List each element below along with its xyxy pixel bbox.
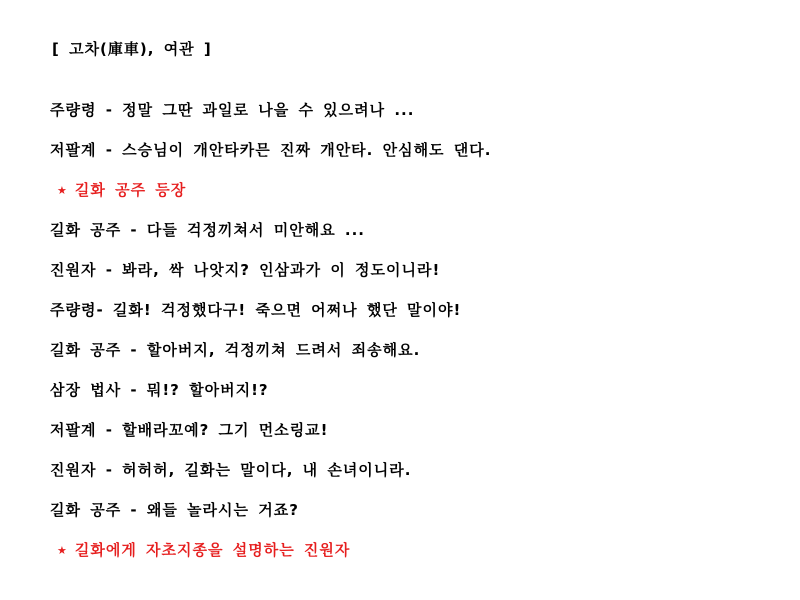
dialogue-line-jooryangryeong-2: 주량령- 길화! 걱정했다구! 죽으면 어쩌나 했단 말이야! [50,301,462,319]
dialogue-line-gilhwa-1: 길화 공주 - 다들 걱정끼쳐서 미안해요 ... [50,221,366,239]
stage-direction-1 [57,182,780,199]
dialogue-line-jinwonja-1: 진원자 - 봐라, 싹 나앗지? 인삼과가 이 정도이니라! [50,261,441,279]
star-icon: ★ [57,184,68,197]
stage-direction-2 [57,542,780,559]
dialogue-line-jooryangryeong-1: 주량령 - 정말 그딴 과일로 나을 수 있으려나 ... [50,101,415,119]
dialogue-line-gilhwa-2: 길화 공주 - 할아버지, 걱정끼쳐 드려서 죄송해요. [50,341,421,359]
stage-direction-text: 길화에게 자초지종을 설명하는 진원자 [74,541,351,559]
star-icon: ★ [57,544,68,557]
dialogue-line-jinwonja-2: 진원자 - 허허허, 길화는 말이다, 내 손녀이니라. [50,461,412,479]
dialogue-line-gilhwa-3: 길화 공주 - 왜들 놀라시는 거죠? [50,501,299,519]
dialogue-line-jeopalgye-1: 저팔계 - 스승님이 개안타카믄 진짜 개안타. 안심해도 댄다. [50,141,492,159]
stage-direction-text: 길화 공주 등장 [74,181,187,199]
dialogue-line-jeopalgye-2: 저팔계 - 할배라꼬예? 그기 먼소링교! [50,421,329,439]
scene-header: [ 고차(庫車), 여관 ] [52,40,212,58]
dialogue-line-samjang-1: 삼장 법사 - 뭐!? 할아버지!? [50,381,269,399]
